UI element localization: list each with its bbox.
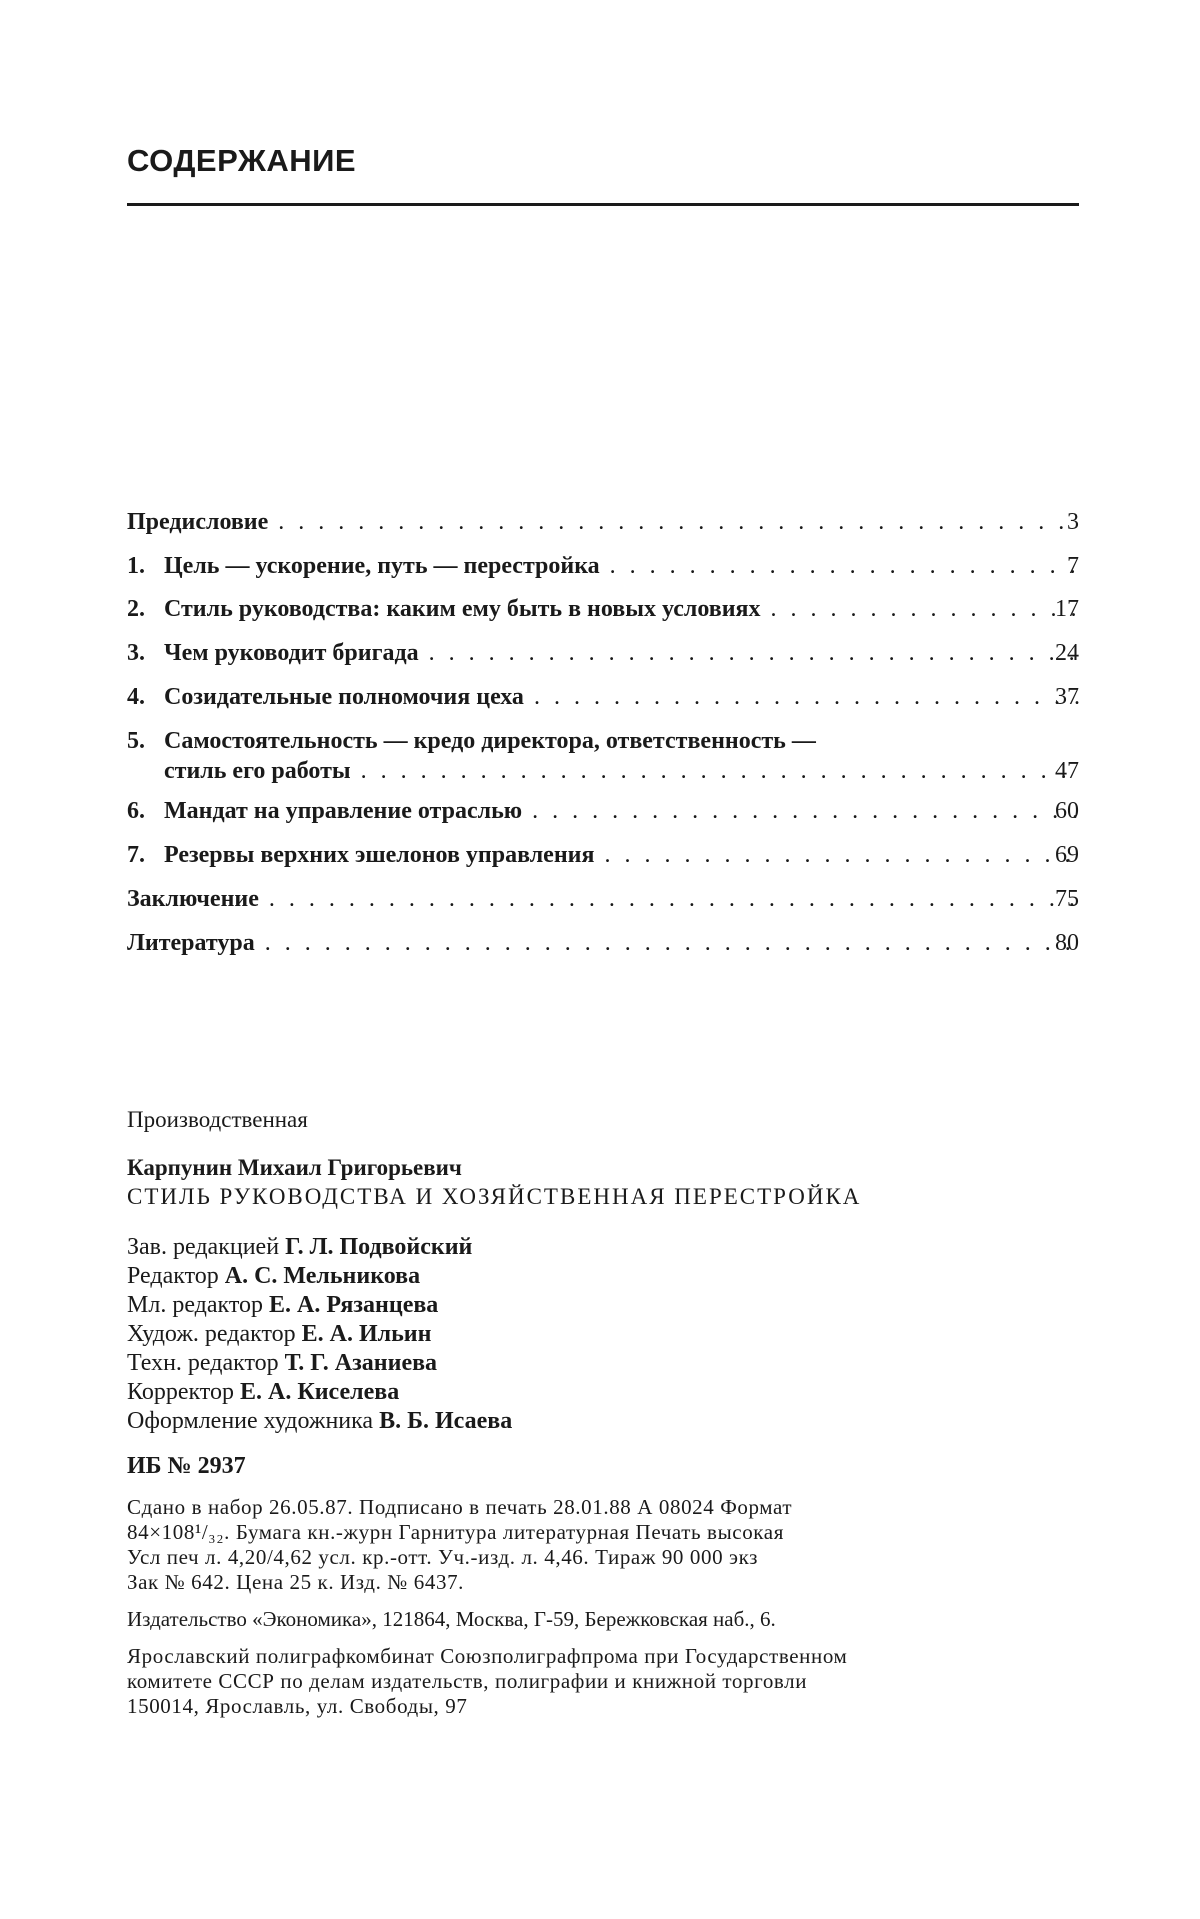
toc-title: Созидательные полномочия цеха xyxy=(164,684,524,710)
toc-page-number: 60 xyxy=(1055,798,1079,824)
toc-title-block xyxy=(127,928,1079,958)
toc-number: 4. xyxy=(127,684,145,710)
toc-page-number: 80 xyxy=(1055,930,1079,956)
page-title: СОДЕРЖАНИЕ xyxy=(127,143,357,178)
toc-entry xyxy=(127,507,1079,537)
toc-page-number: 37 xyxy=(1055,684,1079,710)
toc-entry xyxy=(127,594,1079,624)
printer-line: комитете СССР по делам издательств, полиграфии и книжной торговли xyxy=(127,1669,808,1693)
toc-title: Мандат на управление отраслью xyxy=(164,798,523,824)
dot-leader xyxy=(259,886,1079,912)
staff-role: Мл. редактор xyxy=(127,1292,264,1318)
toc-number: 7. xyxy=(127,842,145,868)
toc-title-block xyxy=(164,796,1079,826)
title-rule xyxy=(127,203,1079,206)
toc-title: Цель — ускорение, путь — перестройка xyxy=(164,553,600,579)
toc-title: Предисловие xyxy=(127,509,269,535)
print-detail-line: Сдано в набор 26.05.87. Подписано в печать 28.01.88 А 08024 Формат xyxy=(127,1495,793,1519)
publisher: Издательство «Экономика», 121864, Москва, Г-59, Бережковская наб., 6. xyxy=(127,1607,776,1631)
staff-name: Т. Г. Азаниева xyxy=(284,1350,438,1376)
staff-line xyxy=(127,1233,1079,1262)
toc-title-block xyxy=(164,726,1079,786)
staff-role: Корректор xyxy=(127,1379,234,1405)
toc-title-block xyxy=(127,884,1079,914)
toc-number: 2. xyxy=(127,596,145,622)
staff-line xyxy=(127,1320,1079,1349)
author: Карпунин Михаил Григорьевич xyxy=(127,1155,462,1180)
dot-leader xyxy=(351,758,1079,784)
toc-entry xyxy=(127,840,1079,870)
toc-page-number: 24 xyxy=(1055,640,1079,666)
toc-entry xyxy=(127,638,1079,668)
ib-number: ИБ № 2937 xyxy=(127,1453,246,1479)
staff-role: Редактор xyxy=(127,1263,219,1289)
staff-name: Е. А. Киселева xyxy=(239,1379,400,1405)
staff-name: Г. Л. Подвойский xyxy=(285,1234,473,1260)
toc-title: Резервы верхних эшелонов управления xyxy=(164,842,595,868)
dot-leader xyxy=(419,640,1079,666)
printer xyxy=(127,1644,1079,1719)
staff-role: Техн. редактор xyxy=(127,1350,279,1376)
staff-role: Зав. редакцией xyxy=(127,1234,280,1260)
dot-leader xyxy=(522,798,1079,824)
print-detail-line: Зак № 642. Цена 25 к. Изд. № 6437. xyxy=(127,1570,465,1594)
toc-page-number: 3 xyxy=(1067,509,1079,535)
toc-number: 1. xyxy=(127,553,145,579)
toc-title-block xyxy=(164,638,1079,668)
print-detail-line: Усл печ л. 4,20/4,62 усл. кр.-отт. Уч.-изд. л. 4,46. Тираж 90 000 экз xyxy=(127,1545,759,1569)
book-title: СТИЛЬ РУКОВОДСТВА И ХОЗЯЙСТВЕННАЯ ПЕРЕСТРОЙКА xyxy=(127,1184,862,1209)
toc-title: Самостоятельность — кредо директора, ответственность — xyxy=(164,728,816,754)
imprint xyxy=(127,1105,1079,1719)
toc-entry xyxy=(127,551,1079,581)
dot-leader xyxy=(524,684,1079,710)
toc-title: Литература xyxy=(127,930,255,956)
toc-number: 6. xyxy=(127,798,145,824)
staff-list xyxy=(127,1233,1079,1436)
toc-title-continued: стиль его работы xyxy=(164,758,351,784)
toc-title-block xyxy=(164,594,1079,624)
staff-line xyxy=(127,1291,1079,1320)
toc-number: 5. xyxy=(127,728,145,754)
toc-entry xyxy=(127,884,1079,914)
toc-title-block xyxy=(164,551,1079,581)
toc-entry xyxy=(127,928,1079,958)
toc-page-number: 75 xyxy=(1055,886,1079,912)
printer-line: 150014, Ярославль, ул. Свободы, 97 xyxy=(127,1694,468,1718)
print-details xyxy=(127,1495,1079,1595)
toc-title-block xyxy=(164,682,1079,712)
toc-title-block xyxy=(127,507,1079,537)
toc-title: Заключение xyxy=(127,886,259,912)
toc-entry xyxy=(127,682,1079,712)
toc-title-block xyxy=(164,840,1079,870)
printer-line: Ярославский полиграфкомбинат Союзполиграфпрома при Государственном xyxy=(127,1644,848,1668)
dot-leader xyxy=(268,509,1079,535)
staff-name: Е. А. Ильин xyxy=(301,1321,432,1347)
toc-title: Стиль руководства: каким ему быть в новых условиях xyxy=(164,596,761,622)
toc-page-number: 47 xyxy=(1055,758,1079,784)
category: Производственная xyxy=(127,1107,308,1132)
staff-line xyxy=(127,1349,1079,1378)
staff-name: А. С. Мельникова xyxy=(224,1263,421,1289)
toc-number: 3. xyxy=(127,640,145,666)
staff-line xyxy=(127,1262,1079,1291)
toc-entry xyxy=(127,726,1079,786)
staff-role: Оформление художника xyxy=(127,1408,374,1434)
staff-name: Е. А. Рязанцева xyxy=(269,1292,439,1318)
print-detail-line: 84×108¹/₃₂. Бумага кн.-журн Гарнитура литературная Печать высокая xyxy=(127,1520,784,1544)
toc-page-number: 7 xyxy=(1067,553,1079,579)
toc-title: Чем руководит бригада xyxy=(164,640,419,666)
toc-page-number: 17 xyxy=(1055,596,1079,622)
toc-page-number: 69 xyxy=(1055,842,1079,868)
staff-name: В. Б. Исаева xyxy=(379,1408,513,1434)
dot-leader xyxy=(255,930,1079,956)
toc-entry xyxy=(127,796,1079,826)
staff-line xyxy=(127,1378,1079,1407)
staff-line xyxy=(127,1407,1079,1436)
staff-role: Худож. редактор xyxy=(127,1321,296,1347)
